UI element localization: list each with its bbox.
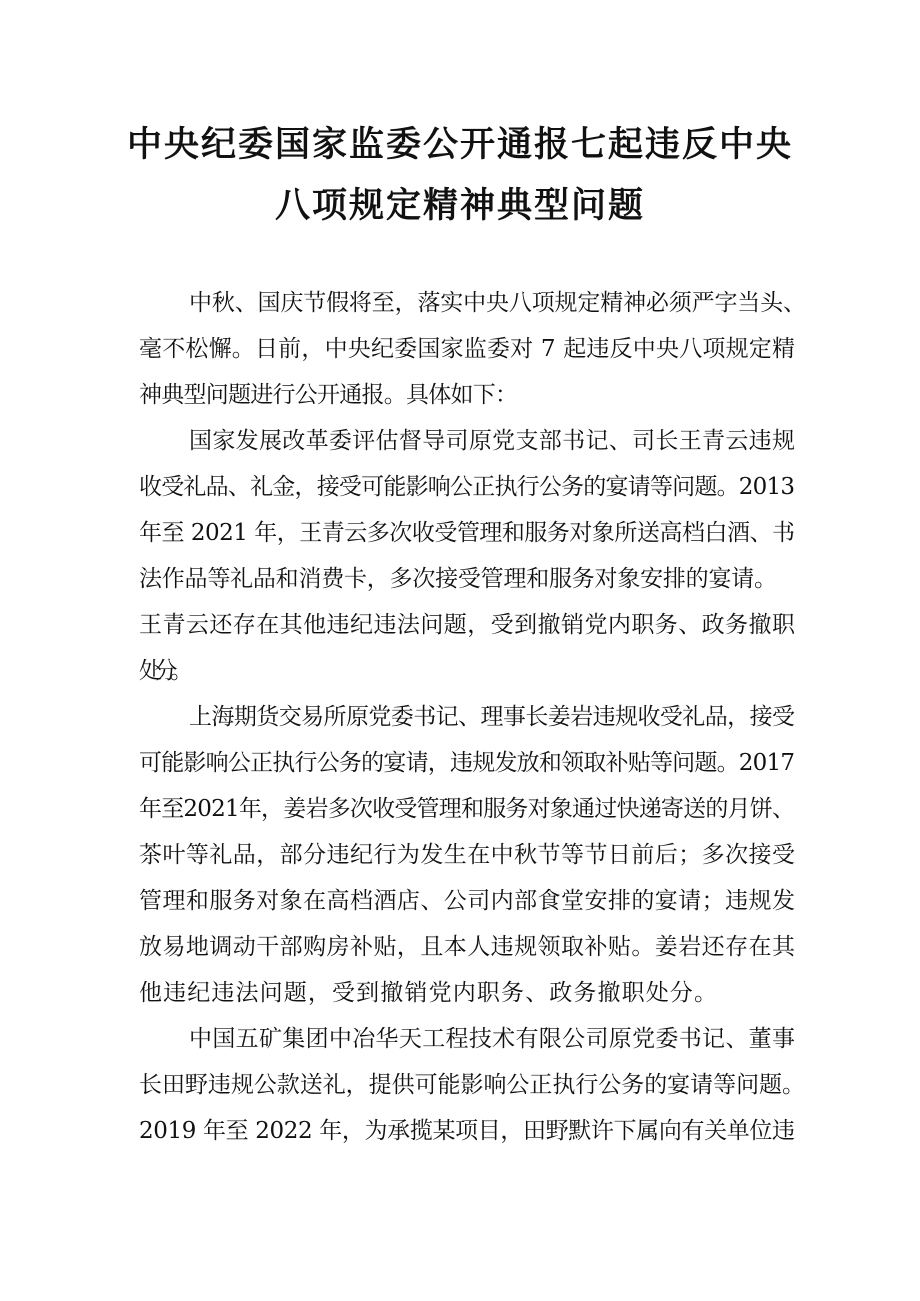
paragraph-1-line-3: 神典型问题进行公开通报。具体如下：	[139, 382, 518, 408]
paragraph-1-line-1: 中秋、国庆节假将至，落实中央八项规定精神必须严字当头、	[189, 290, 806, 316]
document-title-line-1: 中央纪委国家监委公开通报七起违反中央	[126, 125, 793, 165]
paragraph-4-line-1: 中国五矿集团中冶华天工程技术有限公司原党委书记、董事	[189, 1026, 796, 1052]
paragraph-3-line-4: 茶叶等礼品，部分违纪行为发生在中秋节等节日前后；多次接受	[139, 842, 796, 868]
paragraph-2-line-3: 年至 2021 年，王青云多次收受管理和服务对象所送高档白酒、书	[139, 520, 795, 546]
paragraph-3-line-7: 他违纪违法问题，受到撤销党内职务、政务撤职处分。	[139, 980, 719, 1006]
paragraph-4-line-3: 2019 年至 2022 年，为承揽某项目，田野默许下属向有关单位违	[139, 1118, 795, 1144]
paragraph-2-line-2: 收受礼品、礼金，接受可能影响公正执行公务的宴请等问题。2013	[139, 474, 795, 500]
paragraph-4-line-2: 长田野违规公款送礼，提供可能影响公正执行公务的宴请等问题。	[139, 1072, 805, 1098]
paragraph-2-line-6: 处分。	[139, 658, 186, 684]
paragraph-2-line-5: 王青云还存在其他违纪违法问题，受到撤销党内职务、政务撤职	[139, 612, 796, 638]
paragraph-3-line-3: 年至2021年，姜岩多次收受管理和服务对象通过快递寄送的月饼、	[139, 796, 795, 822]
paragraph-2-line-1: 国家发展改革委评估督导司原党支部书记、司长王青云违规	[189, 428, 796, 454]
document-title-line-2: 八项规定精神典型问题	[274, 186, 645, 226]
paragraph-2-line-4: 法作品等礼品和消费卡，多次接受管理和服务对象安排的宴请。	[139, 566, 777, 592]
paragraph-3-line-2: 可能影响公正执行公务的宴请，违规发放和领取补贴等问题。2017	[139, 750, 795, 776]
paragraph-3-line-1: 上海期货交易所原党委书记、理事长姜岩违规收受礼品，接受	[189, 704, 795, 730]
paragraph-1-line-2: 毫不松懈。日前，中央纪委国家监委对 7 起违反中央八项规定精	[139, 336, 796, 362]
paragraph-3-line-6: 放易地调动干部购房补贴，且本人违规领取补贴。姜岩还存在其	[139, 934, 796, 960]
paragraph-3-line-5: 管理和服务对象在高档酒店、公司内部食堂安排的宴请；违规发	[139, 888, 796, 914]
